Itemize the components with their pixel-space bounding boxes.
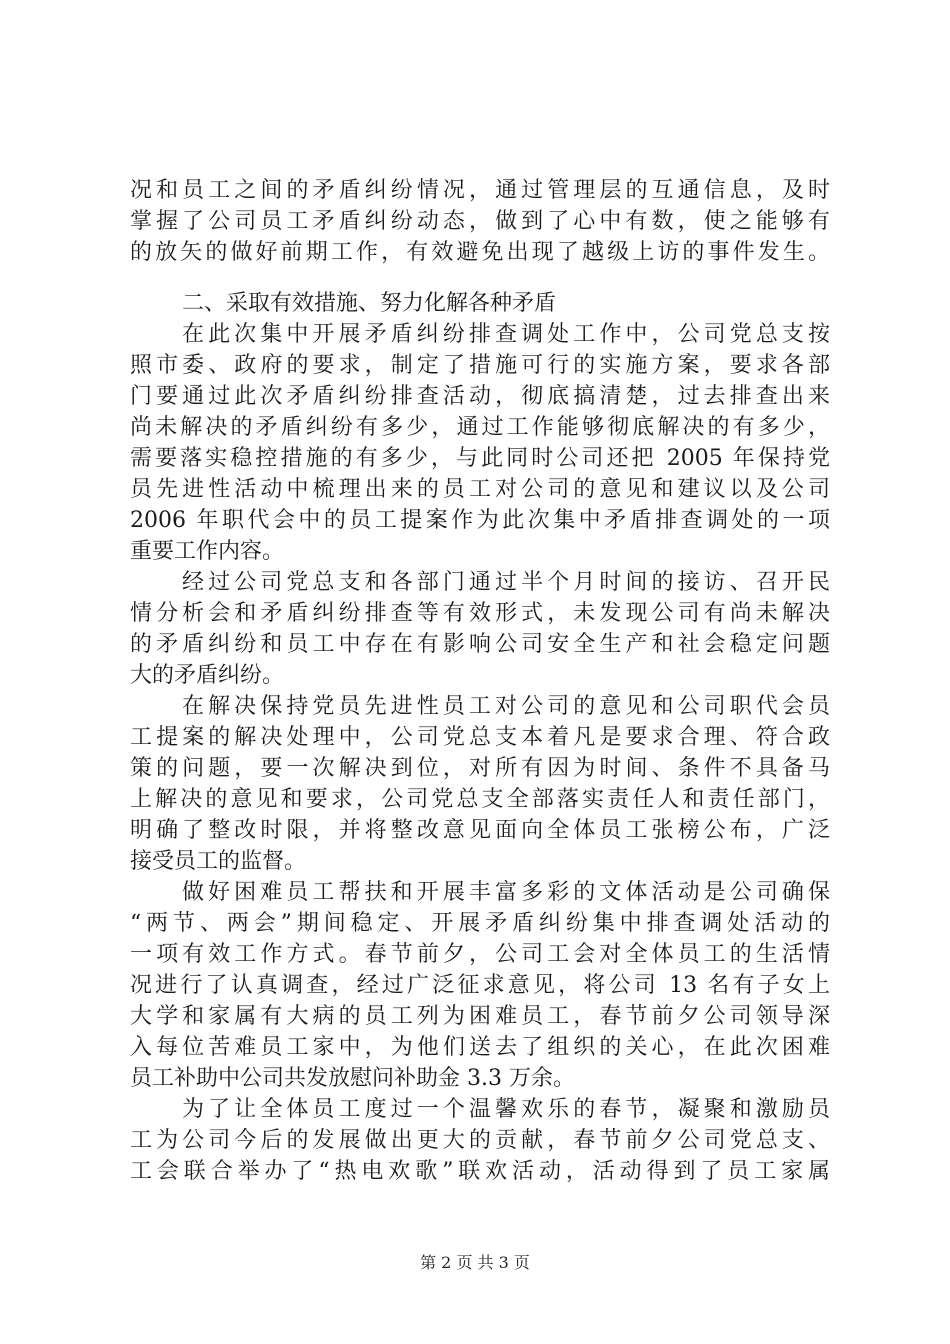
section-heading: 二、采取有效措施、努力化解各种矛盾: [182, 291, 557, 316]
text-line: 情分析会和矛盾纠纷排查等有效形式，未发现公司有尚未解决: [130, 601, 830, 626]
text-line: 明确了整改时限，并将整改意见面向全体员工张榜公布，广泛: [130, 818, 830, 843]
paragraph-first-line: 在此次集中开展矛盾纠纷排查调处工作中，公司党总支按: [182, 322, 830, 347]
text-line: 尚未解决的矛盾纠纷有多少，通过工作能够彻底解决的有多少，: [130, 415, 830, 440]
text-line: 员先进性活动中梳理出来的员工对公司的意见和建议以及公司: [130, 477, 830, 502]
text-line: 况和员工之间的矛盾纠纷情况，通过管理层的互通信息，及时: [130, 178, 830, 203]
text-line: 的矛盾纠纷和员工中存在有影响公司安全生产和社会稳定问题: [130, 632, 830, 657]
text-line: 策的问题，要一次解决到位，对所有因为时间、条件不具备马: [130, 756, 830, 781]
text-line: 员工补助中公司共发放慰问补助金 3.3 万余。: [130, 1066, 575, 1091]
text-line: 照市委、政府的要求，制定了措施可行的实施方案，要求各部: [130, 353, 830, 378]
text-line: 工会联合举办了“热电欢歌”联欢活动，活动得到了员工家属: [130, 1159, 830, 1184]
text-line: 大的矛盾纠纷。: [130, 663, 285, 688]
text-line: 2006 年职代会中的员工提案作为此次集中矛盾排查调处的一项: [130, 508, 830, 533]
paragraph-first-line: 在解决保持党员先进性员工对公司的意见和公司职代会员: [182, 694, 830, 719]
text-line: 大学和家属有大病的员工列为困难员工，春节前夕公司领导深: [130, 1004, 830, 1029]
text-line: 工提案的解决处理中，公司党总支本着凡是要求合理、符合政: [130, 725, 830, 750]
text-line: 重要工作内容。: [130, 539, 285, 564]
text-line: 入每位苦难员工家中，为他们送去了组织的关心，在此次困难: [130, 1035, 830, 1060]
text-line: 况进行了认真调查，经过广泛征求意见，将公司 13 名有子女上: [130, 973, 830, 998]
paragraph-first-line: 做好困难员工帮扶和开展丰富多彩的文体活动是公司确保: [182, 880, 830, 905]
text-line: 的放矢的做好前期工作，有效避免出现了越级上访的事件发生。: [130, 240, 830, 265]
text-line: 需要落实稳控措施的有多少，与此同时公司还把 2005 年保持党: [130, 446, 830, 471]
text-line: 一项有效工作方式。春节前夕，公司工会对全体员工的生活情: [130, 942, 830, 967]
text-line: 上解决的意见和要求，公司党总支全部落实责任人和责任部门，: [130, 787, 830, 812]
text-line: 工为公司今后的发展做出更大的贡献，春节前夕公司党总支、: [130, 1128, 830, 1153]
paragraph-first-line: 经过公司党总支和各部门通过半个月时间的接访、召开民: [182, 570, 830, 595]
text-line: 接受员工的监督。: [130, 849, 307, 874]
paragraph-first-line: 为了让全体员工度过一个温馨欢乐的春节，凝聚和激励员: [182, 1097, 830, 1122]
page-footer: 第 2 页 共 3 页: [420, 1253, 530, 1272]
text-line: 掌握了公司员工矛盾纠纷动态，做到了心中有数，使之能够有: [130, 209, 830, 234]
text-line: 门要通过此次矛盾纠纷排查活动，彻底搞清楚，过去排查出来: [130, 384, 830, 409]
text-line: “两节、两会”期间稳定、开展矛盾纠纷集中排查调处活动的: [130, 911, 830, 936]
